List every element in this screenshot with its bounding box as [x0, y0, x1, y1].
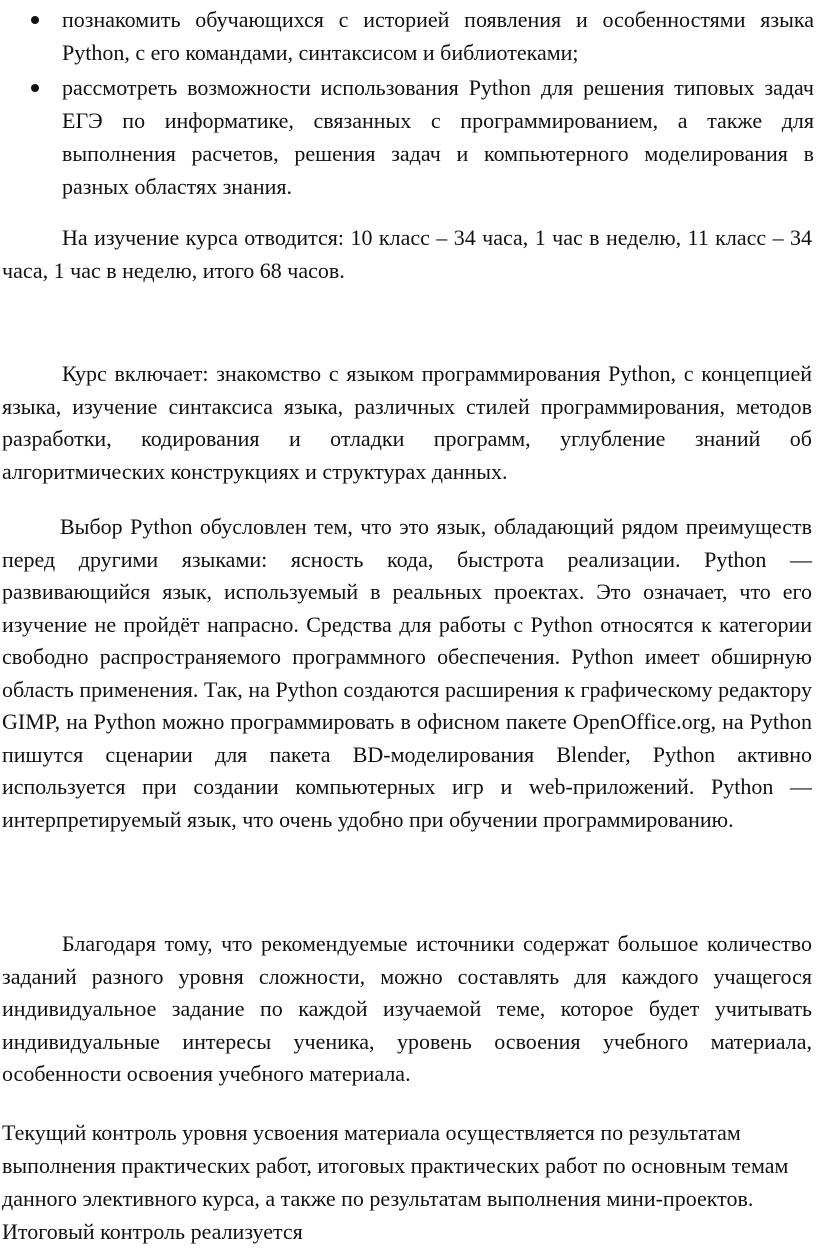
paragraph-assessment: Текущий контроль уровня усвоения материала осуществляется по результатам выполнения практических работ, итоговых практических работ по основным темам данного элективного курса, а также по результатам выполнения мини-проектов. Итоговый контроль реализуется — [2, 1120, 789, 1244]
list-item — [0, 71, 816, 203]
list-item-text: познакомить обучающихся с историей появления и особенностями языка Python, с его командами, синтаксисом и библиотеками; — [62, 7, 814, 65]
paragraph-course-hours: На изучение курса отводится: 10 класс – 34 часа, 1 час в неделю, 11 класс – 34 часа, 1 час в неделю, итого 68 часов. — [2, 225, 812, 283]
bullet-icon — [31, 84, 39, 92]
list-item — [0, 3, 816, 69]
paragraph-course-content: Курс включает: знакомство с языком программирования Python, с концепцией языка, изучение синтаксиса языка, различных стилей программирования, методов разработки, кодирования и отладки программ, углубление знаний об алгоритмических конструкциях и структурах данных. — [2, 361, 812, 484]
paragraph-python-choice: Выбор Python обусловлен тем, что это язык, обладающий рядом преимуществ перед другими языками: ясность кода, быстрота реализации. Python — развивающийся язык, используемый в реальных проектах. Это означает, что его изучение не пройдёт напрасно. Средства для работы с Python относятся к категории свободно распространяемого программного обеспечения. Python имеет обширную область применения. Так, на Python создаются расширения к графическому редактору GIMP, на Python можно программировать в офисном пакете OpenOffice.org, на Python пишутся сценарии для пакета BD-моделирования Blender, Python активно используется при создании компьютерных игр и web-приложений. Python — интерпретируемый язык, что очень удобно при обучении программированию. — [2, 514, 812, 832]
list-item-text: рассмотреть возможности использования Python для решения типовых задач ЕГЭ по информатике, связанных с программированием, а также для выполнения расчетов, решения задач и компьютерного моделирования в разных областях знания. — [62, 75, 814, 199]
goals-list — [0, 3, 816, 205]
paragraph-individual-tasks: Благодаря тому, что рекомендуемые источники содержат большое количество заданий разного уровня сложности, можно составлять для каждого учащегося индивидуальное задание по каждой изучаемой теме, которое будет учитывать индивидуальные интересы ученика, уровень освоения учебного материала, особенности освоения учебного материала. — [2, 931, 812, 1086]
bullet-icon — [31, 16, 39, 24]
